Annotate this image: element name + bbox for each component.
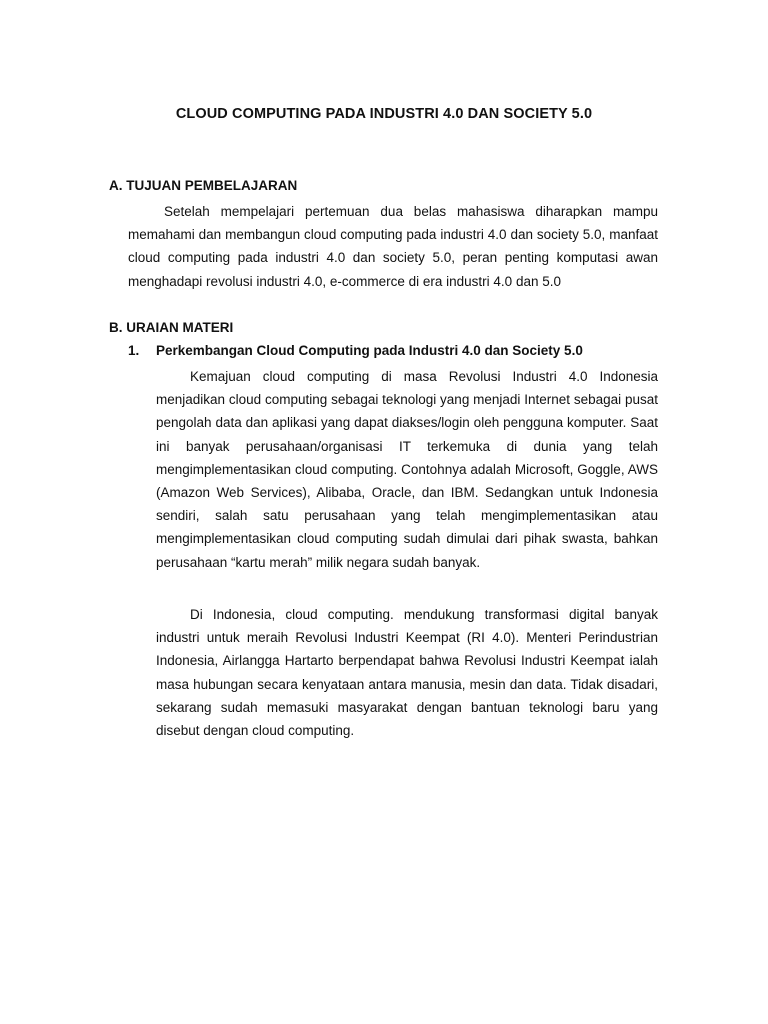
subsection-1-paragraph-2: Di Indonesia, cloud computing. mendukung transformasi digital banyak industri untuk meraih Revolusi Industri Keempat (RI 4.0). Menteri Perindustrian Indonesia, Airlangga Hartarto berpendapat bahwa Revolusi Industri Keempat ialah masa hubungan secara kenyataan antara manusia, mesin dan data. Tidak disadari, sekarang sudah memasuki masyarakat dengan bantuan teknologi baru yang disebut dengan cloud computing. xyxy=(156,607,658,739)
subsection-1-paragraph-1: Kemajuan cloud computing di masa Revolusi Industri 4.0 Indonesia menjadikan cloud computing sebagai teknologi yang menjadi Internet sebagai pusat pengolah data dan aplikasi yang dapat diakses/login oleh pengguna komputer. Saat ini banyak perusahaan/organisasi IT terkemuka di dunia yang telah mengimplementasikan cloud computing. Contohnya adalah Microsoft, Goggle, AWS (Amazon Web Services), Alibaba, Oracle, dan IBM. Sedangkan untuk Indonesia sendiri, salah satu perusahaan yang telah mengimplementasikan atau mengimplementasikan cloud computing sudah dimulai dari pihak swasta, bahkan perusahaan “kartu merah” milik negara sudah banyak. xyxy=(156,369,658,570)
section-b-heading: B. URAIAN MATERI xyxy=(109,320,234,335)
section-a-paragraph: Setelah mempelajari pertemuan dua belas mahasiswa diharapkan mampu memahami dan membangun cloud computing pada industri 4.0 dan society 5.0, manfaat cloud computing pada industri 4.0 dan society 5.0, peran penting komputasi awan menghadapi revolusi industri 4.0, e-commerce di era industri 4.0 dan 5.0 xyxy=(128,204,658,289)
subsection-1-heading xyxy=(128,343,583,358)
document-title: CLOUD COMPUTING PADA INDUSTRI 4.0 DAN SOCIETY 5.0 xyxy=(175,106,593,122)
section-a-heading: A. TUJUAN PEMBELAJARAN xyxy=(109,178,298,193)
subsection-1-title: Perkembangan Cloud Computing pada Industri 4.0 dan Society 5.0 xyxy=(156,343,583,358)
subsection-1-number: 1. xyxy=(128,343,140,358)
